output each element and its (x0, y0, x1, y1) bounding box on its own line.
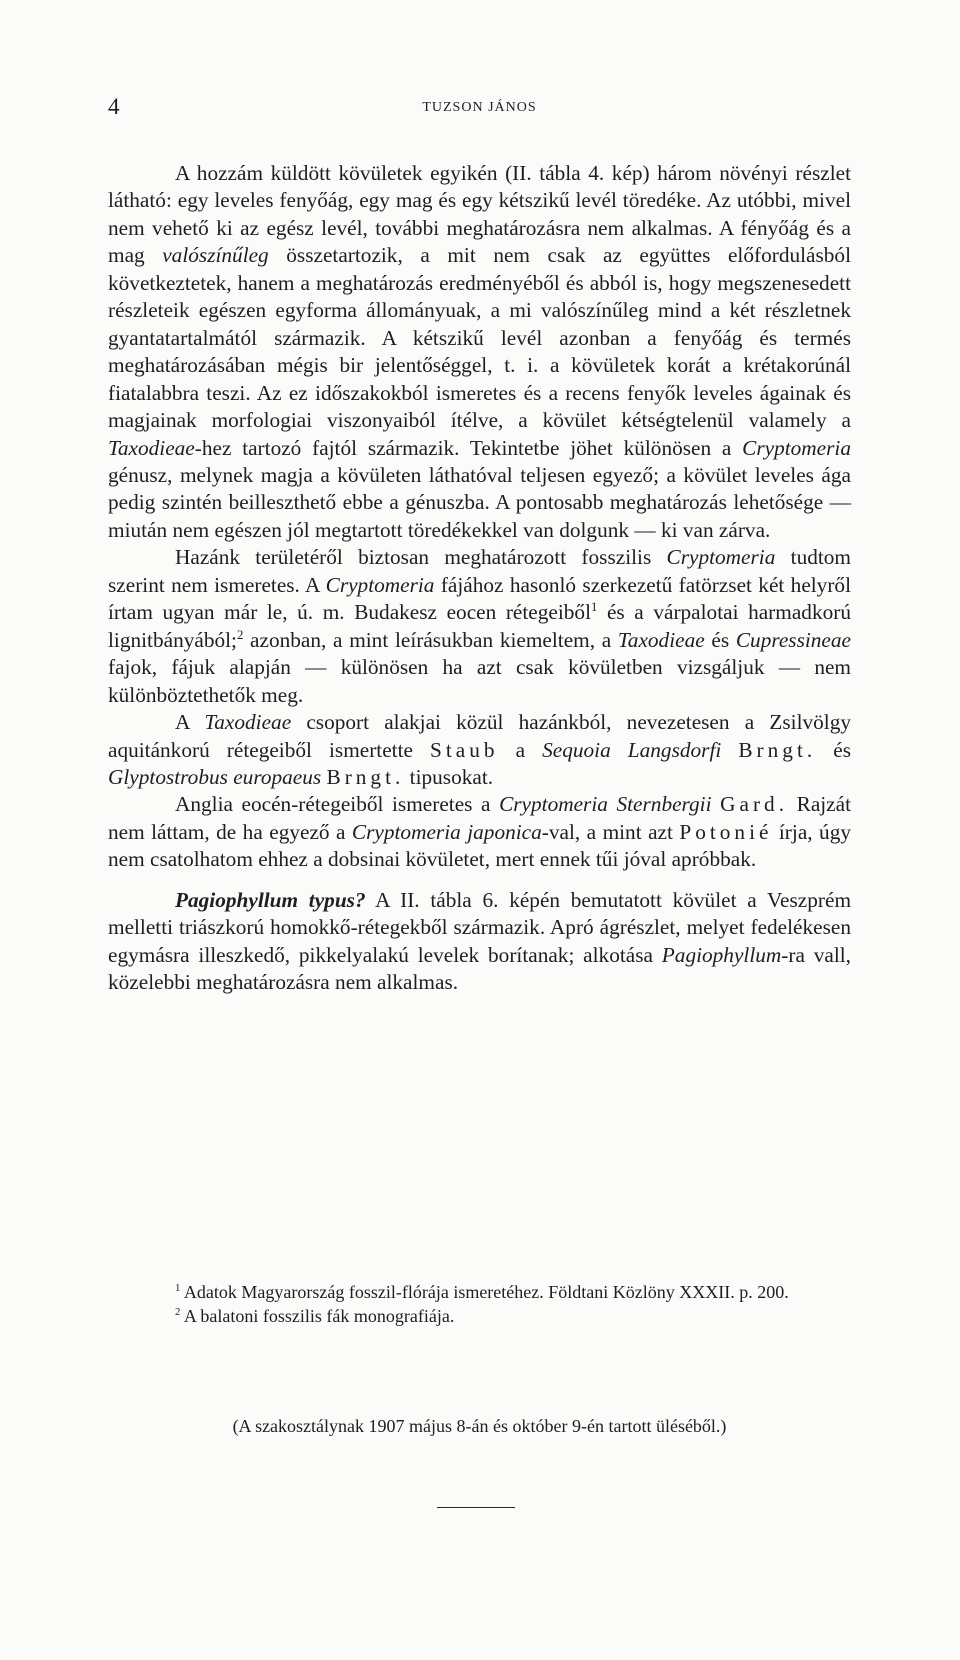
page-number: 4 (108, 94, 120, 119)
taxon-name: Taxodieae (108, 435, 195, 460)
taxon-name: Taxodieae (617, 627, 705, 652)
author-name: Brngt. (326, 764, 405, 789)
paragraph-4: Anglia eocén-rétegeiből ismeretes a Cryptomeria Sternbergii Gard. Rajzát nem láttam, de ha egyező a Cryptomeria japonica-val, a mint azt Potonié írja, úgy nem csatolhatom ehhez a dobsinai kövületet, mert ennek tűi jóval apróbbak. (108, 792, 852, 872)
footnote-ref-2: 2 (236, 627, 244, 642)
paragraph-2: Hazánk területéről biztosan meghatározott fosszilis Cryptomeria tudtom szerint nem ismeretes. A Cryptomeria fájához hasonló szerkezetű fatörzset két helyről írtam ugyan már le, ú. m. Budakesz eocen rétegeiből$^1$ és a várpalotai harmadkorú lignitbányából;$^2$ azonban, a mint leírásukban kiemeltem, a Taxodieae és Cupressineae fajok, fájuk alapján — különösen ha azt csak kövületben vizsgáljuk — nem különböztethetők meg. (108, 545, 851, 707)
italic-term: valószínűleg (162, 243, 269, 268)
end-rule (437, 1507, 515, 1508)
taxon-name: Cupressineae (735, 627, 851, 652)
taxon-name: Cryptomeria Sternbergii (499, 792, 712, 817)
author-name: Potonié (679, 819, 773, 844)
section-heading: Pagiophyllum typus? (175, 887, 366, 912)
body-text (108, 160, 851, 997)
author-name: Gard. (720, 792, 789, 817)
taxon-name: Glyptostrobus europaeus (108, 764, 322, 789)
taxon-name: Cryptomeria (742, 435, 851, 460)
running-title: TUZSON JÁNOS (422, 100, 537, 115)
running-head (108, 94, 851, 124)
taxon-name: Taxodieae (204, 710, 292, 735)
footnotes (108, 1280, 851, 1328)
author-name: Staub (430, 737, 499, 762)
session-note: (A szakosztálynak 1907 május 8-án és október 9-én tartott üléséből.) (232, 1416, 727, 1436)
footnote-ref-1: 1 (590, 600, 598, 615)
taxon-name: Cryptomeria (666, 545, 776, 570)
taxon-name: Cryptomeria (325, 572, 435, 597)
taxon-name: Cryptomeria japonica (351, 819, 542, 844)
footnote-2: $^2$ A balatoni fosszilis fák monografiája. (175, 1306, 455, 1326)
footnote-1: $^1$ Adatok Magyarország fosszil-flórája ismeretéhez. Földtani Közlöny XXXII. p. 200. (175, 1282, 789, 1302)
taxon-name: Sequoia Langsdorfi (542, 737, 722, 762)
taxon-name: Pagiophyllum (661, 942, 782, 967)
paragraph-3: A Taxodieae csoport alakjai közül hazánkból, nevezetesen a Zsilvölgy aquitánkorú rétegeiből ismertette Staub a Sequoia Langsdorfi Brngt. és Glyptostrobus europaeus Brngt. tipusokat. (108, 710, 851, 789)
author-name: Brngt. (738, 737, 817, 762)
paragraph-1: A hozzám küldött kövületek egyikén (II. tábla 4. kép) három növényi részlet látható: egy leveles fenyőág, egy mag és egy kétszikű levél töredéke. Az utóbbi, mivel nem vehető ki az egész levél, további meghatározásra nem alkalmas. A fényőág és a mag valószínűleg összetartozik, a mit nem csak az együttes előfordulásból következtetek, hanem a meghatározás eredményéből és abból is, hogy megszenesedett részleteik egészen egyforma állományuak, a mi valószínűleg mind a két részletnek gyantatartalmától származik. A kétszikű levél azonban a fenyőág és termés meghatározásában mégis bir jelentőséggel, t. i. a kövületek korát a krétakorúnál fiatalabbra teszi. Az ez időszakokból ismeretes és a recens fenyők leveles ágainak és magjainak morfologiai viszonyaiból ítélve, a kövület kétségtelenül valamely a Taxodieae-hez tartozó fajtól származik. Tekintetbe jöhet különösen a Cryptomeria génusz, melynek magja a kövületen láthatóval teljesen egyező; a kövület leveles ága pedig szintén beilleszthető ebbe a génuszba. A pontosabb meghatározás lehetősége — miután nem egészen jól megtartott töredékekkel van dolgunk — ki van zárva. (108, 161, 851, 542)
paragraph-5: Pagiophyllum typus? A II. tábla 6. képén bemutatott kövület a Veszprém melletti triászkorú homokkő-rétegekből származik. Apró ágrészlet, melyet fedelékesen egymásra illeszkedő, pikkelyalakú levelek borítanak; alkotása Pagiophyllum-ra vall, közelebbi meghatározásra nem alkalmas. (108, 887, 852, 995)
